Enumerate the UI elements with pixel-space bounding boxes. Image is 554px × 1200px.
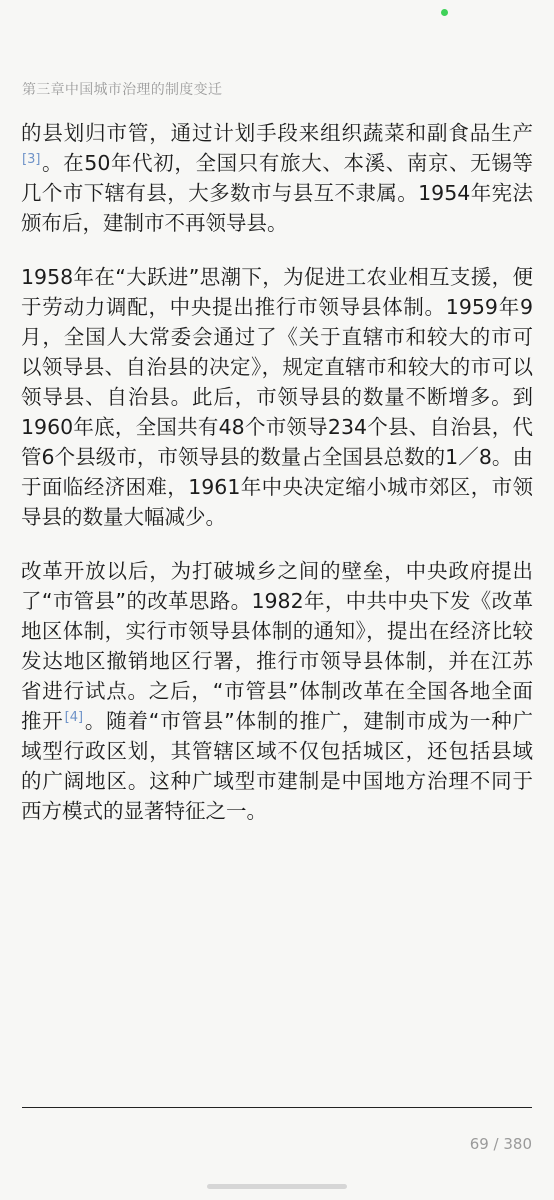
paragraph-text: 。随着“市管县”体制的推广，建制市成为一种广域型行政区划，其管辖区域不仅包括城区，还包括县域的广阔地区。这种广域型市建制是中国地方治理不同于西方模式的显著特征之一。: [21, 709, 534, 823]
paragraph-text: 改革开放以后，为打破城乡之间的壁垒，中央政府提出了“市管县”的改革思路。1982年，中共中央下发《改革地区体制，实行市领导县体制的通知》，提出在经济比较发达地区撤销地区行署，推行市领导县体制，并在江苏省进行试点。之后，“市管县”体制改革在全国各地全面推开: [21, 559, 533, 733]
chapter-title: 第三章中国城市治理的制度变迁: [22, 82, 223, 98]
paragraph-2: [21, 262, 533, 532]
footnote-link-4[interactable]: [4]: [64, 710, 84, 725]
paragraph-3: [21, 556, 533, 826]
book-page-text: [21, 118, 533, 850]
home-indicator[interactable]: [207, 1184, 347, 1189]
footnote-link-3[interactable]: [3]: [22, 152, 41, 167]
camera-indicator-dot: [441, 9, 448, 16]
paragraph-text: 。在50年代初，全国只有旅大、本溪、南京、无锡等几个市下辖有县，大多数市与县互不隶属。1954年宪法颁布后，建制市不再领导县。: [21, 151, 533, 235]
paragraph-text: 1958年在“大跃进”思潮下，为促进工农业相互支援，便于劳动力调配，中央提出推行市领导县体制。1959年9月，全国人大常委会通过了《关于直辖市和较大的市可以领导县、自治县的决定》，规定直辖市和较大的市可以领导县、自治县。此后，市领导县的数量不断增多。到1960年底，全国共有48个市领导234个县、自治县，代管6个县级市，市领导县的数量占全国县总数的1／8。由于面临经济困难，1961年中央决定缩小城市郊区，市领导县的数量大幅减少。: [21, 265, 533, 529]
page-indicator: 69 / 380: [469, 1135, 532, 1153]
footer-divider: [22, 1107, 532, 1108]
paragraph-1: [21, 118, 533, 238]
paragraph-text: 的县划归市管，通过计划手段来组织蔬菜和副食品生产: [21, 121, 533, 145]
